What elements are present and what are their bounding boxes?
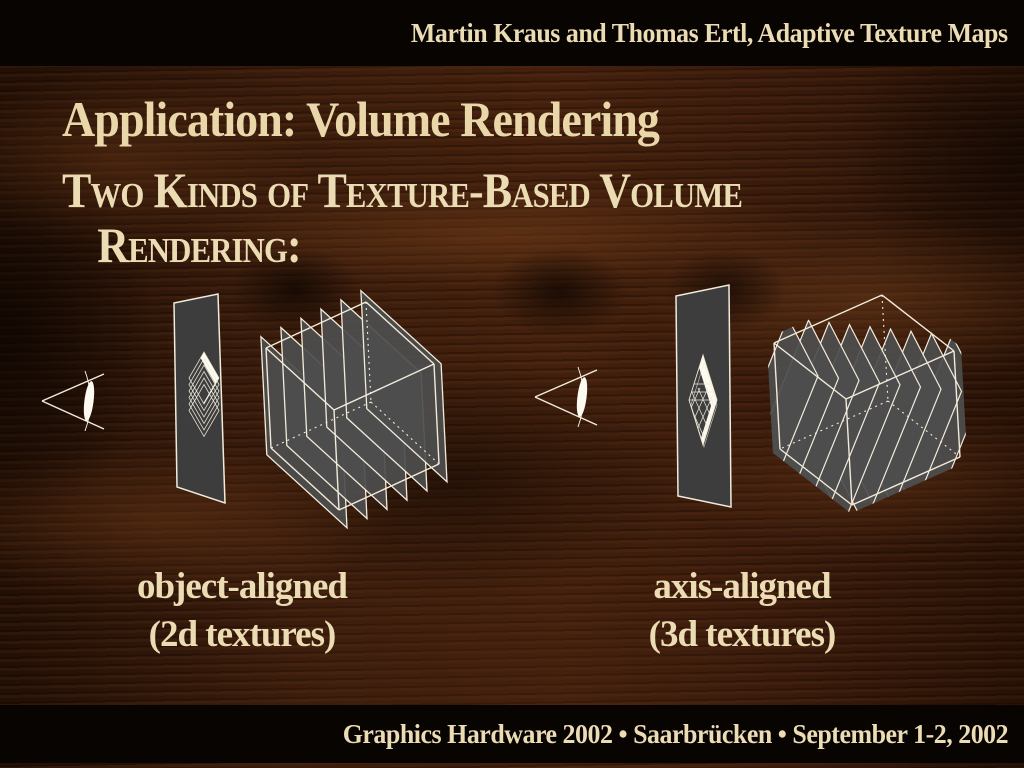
eye-icon (42, 371, 104, 431)
caption-left-sublabel: (2d textures) (148, 614, 336, 656)
header-bar (0, 0, 1024, 66)
caption-right-sublabel: (3d textures) (648, 614, 836, 656)
caption-axis-aligned (582, 563, 902, 659)
image-plane (174, 294, 225, 503)
sliced-volume-cube-object-aligned (261, 291, 447, 528)
axis-aligned-slices (732, 318, 982, 532)
footer-conference: Graphics Hardware 2002 • Saarbrücken • September 1-2, 2002 (342, 718, 1008, 749)
slide-subtitle (62, 163, 742, 273)
caption-left-label: object-aligned (136, 566, 348, 607)
caption-object-aligned (82, 563, 402, 659)
sliced-volume-cube-axis-aligned (732, 295, 982, 532)
eye-icon (535, 367, 597, 427)
footer-bar (0, 705, 1024, 763)
header-credit: Martin Kraus and Thomas Ertl, Adaptive Texture Maps (411, 17, 1008, 48)
slide-subtitle-line2: Rendering: (97, 217, 301, 273)
slide-title: Application: Volume Rendering (62, 91, 659, 147)
image-plane (674, 285, 748, 507)
slide-subtitle-line1: Two Kinds of Texture-Based Volume (62, 162, 743, 218)
caption-right-label: axis-aligned (653, 566, 831, 607)
